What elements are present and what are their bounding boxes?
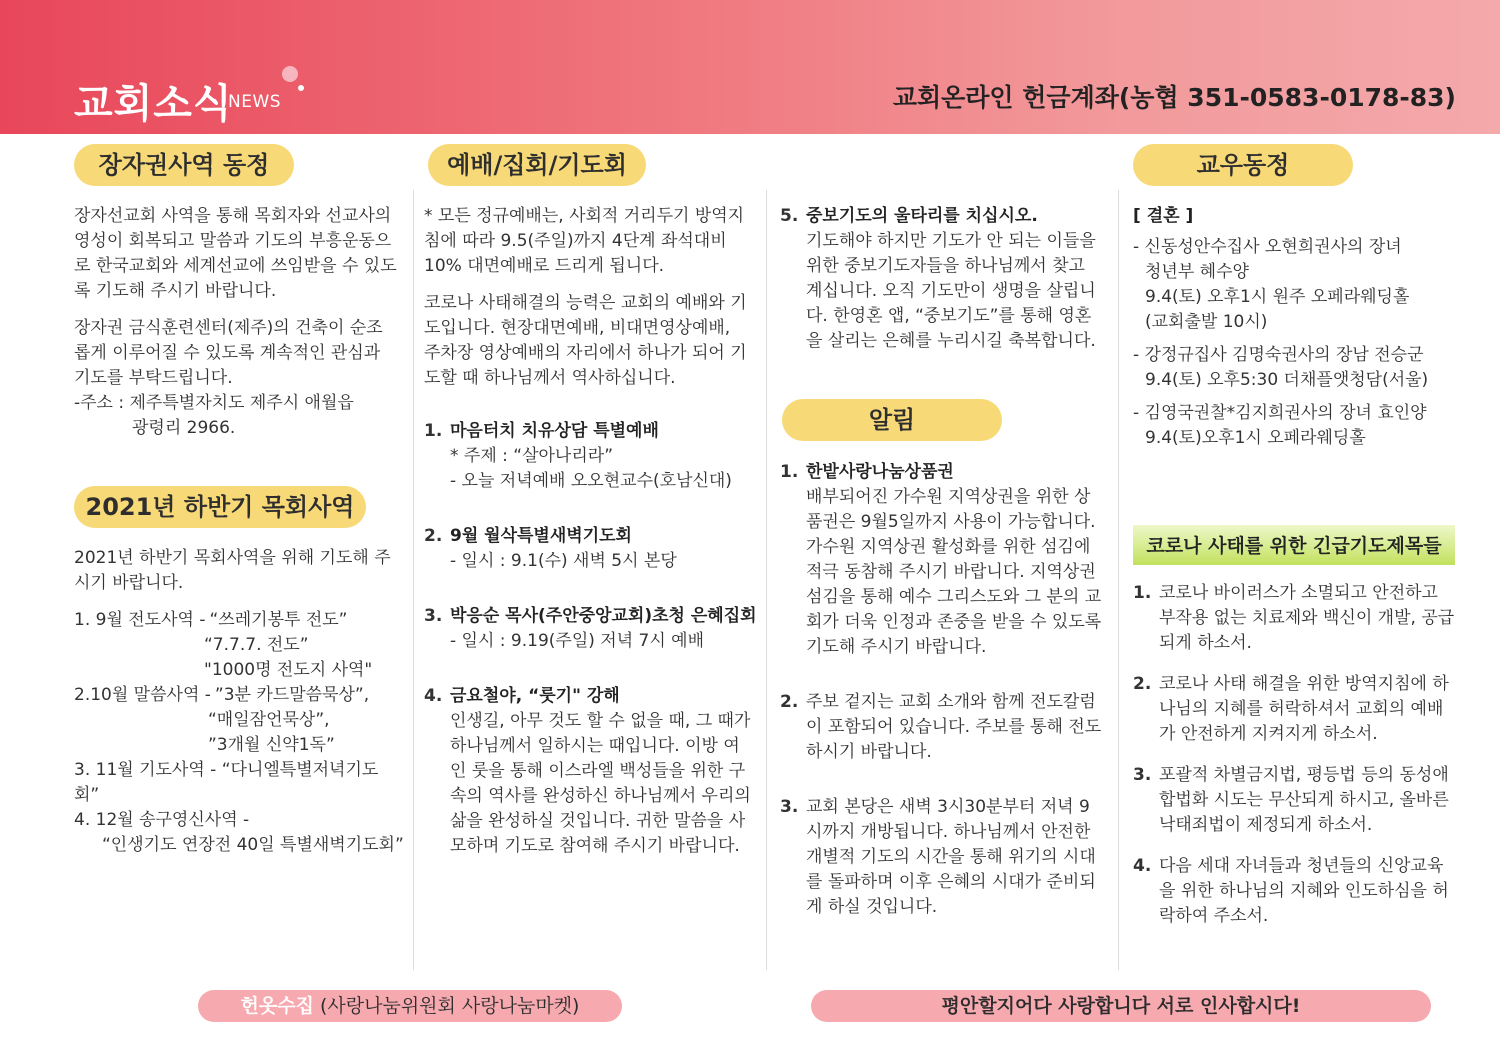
news-label: NEWS xyxy=(228,92,282,112)
item-detail: 기도해야 하지만 기도가 안 되는 이들을 위한 중보기도자들을 하나님께서 찾고 계십니다. 오직 기도만이 생명을 살립니다. 한영혼 앱, “중보기도”를 통해 영혼을 살리는 은혜를 누리시길 축복합니다. xyxy=(806,231,1096,351)
prayer-item xyxy=(1133,854,1458,929)
item-number: 1. xyxy=(424,421,443,441)
list-value: “쓰레기봉투 전도” xyxy=(209,610,348,630)
column-3 xyxy=(780,204,1106,354)
page-title: 교회소식 xyxy=(74,81,233,127)
prayer-text: 다음 세대 자녀들과 청년들의 신앙교육을 위한 하나님의 지혜와 인도하심을 허락하여 주소서. xyxy=(1159,856,1449,926)
item-number: 4. xyxy=(1133,856,1152,876)
column-divider xyxy=(766,190,767,970)
wedding-detail: 청년부 혜수양 xyxy=(1145,262,1249,282)
item-title: 9월 월삭특별새벽기도회 xyxy=(450,526,632,546)
item-number: 3. xyxy=(780,797,799,817)
item-title: 중보기도의 울타리를 치십시오. xyxy=(806,206,1038,226)
prayer-item xyxy=(1133,672,1458,747)
paragraph: * 모든 정규예배는, 사회적 거리두기 방역지침에 따라 9.5(주일)까지 4단계 좌석대비 10% 대면예배로 드리게 됩니다. xyxy=(424,206,745,276)
column-divider xyxy=(1118,190,1119,970)
address-line: 광령리 2966. xyxy=(132,418,236,438)
item-number: 3. xyxy=(424,606,443,626)
list-item xyxy=(780,690,1106,765)
wedding-detail: (교회출발 10시) xyxy=(1145,312,1268,332)
column-4-prayers xyxy=(1133,581,1458,929)
list-item xyxy=(780,795,1106,920)
item-number: 5. xyxy=(780,206,799,226)
list-value: “매일잠언묵상”, xyxy=(208,710,330,730)
column-1-lower xyxy=(74,546,404,858)
item-detail: - 일시 : 9.19(주일) 저녁 7시 예배 xyxy=(450,631,705,651)
list-label: 1. 9월 전도사역 - xyxy=(74,610,206,630)
clothes-collection-banner xyxy=(198,990,622,1022)
section-subheading: [ 결혼 ] xyxy=(1133,206,1194,226)
column-2 xyxy=(424,204,757,859)
list-value: ”3분 카드말씀묵상”, xyxy=(214,685,370,705)
item-number: 3. xyxy=(1133,765,1152,785)
list-label: 2.10월 말씀사역 - xyxy=(74,685,211,705)
item-number: 4. xyxy=(424,686,443,706)
item-title: 박응순 목사(주안중앙교회)초청 은혜집회 xyxy=(450,606,757,626)
item-detail: * 주제 : “살아나리라” xyxy=(450,446,614,466)
prayer-title-banner xyxy=(1133,525,1455,565)
column-1 xyxy=(74,204,399,441)
greeting-banner: 평안할지어다 사랑합니다 서로 인사합시다! xyxy=(811,990,1431,1022)
prayer-text: 포괄적 차별금지법, 평등법 등의 동성애 합법화 시도는 무산되게 하시고, 올바른 낙태죄법이 제정되게 하소서. xyxy=(1159,765,1449,835)
decorative-small-dot-icon xyxy=(298,85,304,91)
list-item xyxy=(780,460,1106,660)
heading-members-news: 교우동정 xyxy=(1133,144,1353,186)
list-item xyxy=(74,608,399,633)
decorative-dot-icon xyxy=(282,66,298,82)
item-detail: - 일시 : 9.1(수) 새벽 5시 본당 xyxy=(450,551,677,571)
list-value: "1000명 전도지 사역" xyxy=(204,660,373,680)
wedding-detail: 9.4(토) 오후1시 원주 오페라웨딩홀 xyxy=(1145,287,1410,307)
column-4 xyxy=(1133,204,1458,451)
item-detail: 주보 겉지는 교회 소개와 함께 전도칼럼이 포함되어 있습니다. 주보를 통해 전도하시기 바랍니다. xyxy=(806,692,1102,762)
heading-notices: 알림 xyxy=(782,399,1002,441)
paragraph: 장자권 금식훈련센터(제주)의 건축이 순조롭게 이루어질 수 있도록 계속적인 관심과 기도를 부탁드립니다. xyxy=(74,318,383,388)
item-number: 1. xyxy=(1133,583,1152,603)
item-detail: 교회 본당은 새벽 3시30분부터 저녁 9시까지 개방됩니다. 하나님께서 안전한 개별적 기도의 시간을 통해 위기의 시대를 돌파하며 이후 은혜의 시대가 준비되게 하실 것입니다. xyxy=(806,797,1096,917)
list-item xyxy=(74,683,399,708)
wedding-item: - 신동성안수집사 오현희권사의 장녀 xyxy=(1133,237,1402,257)
prayer-text: 코로나 바이러스가 소멸되고 안전하고 부작용 없는 치료제와 백신이 개발, 공급되게 하소서. xyxy=(1159,583,1455,653)
list-value: “7.7.7. 전도” xyxy=(204,635,309,655)
list-item xyxy=(424,524,752,574)
prayer-text: 코로나 사태 해결을 위한 방역지침에 하나님의 지혜를 허락하셔서 교회의 예배가 안전하게 지켜지게 하소서. xyxy=(1159,674,1449,744)
prayer-item xyxy=(1133,581,1458,656)
list-item: 3. 11월 기도사역 - “다니엘특별저녁기도회” xyxy=(74,760,379,805)
clothes-collection-detail: (사랑나눔위원회 사랑나눔마켓) xyxy=(320,995,580,1017)
list-item xyxy=(424,604,757,654)
list-item xyxy=(424,684,752,859)
address-line: -주소 : 제주특별자치도 제주시 애월읍 xyxy=(74,393,354,413)
item-detail: 배부되어진 가수원 지역상권을 위한 상품권은 9월5일까지 사용이 가능합니다. 가수원 지역상권 활성화를 위한 섬김에 적극 동참해 주시기 바랍니다. 지역상권 섬김을 통해 예수 그리스도와 그 분의 교회가 더욱 인정과 존중을 받을 수 있도록 기도해 주시기 바랍니다. xyxy=(806,487,1102,657)
wedding-detail: 9.4(토) 오후5:30 더채플앳청담(서울) xyxy=(1145,370,1429,390)
item-title: 한밭사랑나눔상품권 xyxy=(806,462,954,482)
list-item xyxy=(424,419,752,494)
wedding-detail: 9.4(토)오후1시 오페라웨딩홀 xyxy=(1145,428,1366,448)
wedding-item: - 김영국권찰*김지희권사의 장녀 효인양 xyxy=(1133,403,1427,423)
wedding-item: - 강정규집사 김명숙권사의 장남 전승군 xyxy=(1133,345,1424,365)
item-number: 2. xyxy=(780,692,799,712)
paragraph: 장자선교회 사역을 통해 목회자와 선교사의 영성이 회복되고 말씀과 기도의 부흥운동으로 한국교회와 세계선교에 쓰임받을 수 있도록 기도해 주시기 바랍니다. xyxy=(74,206,397,301)
paragraph: 코로나 사태해결의 능력은 교회의 예배와 기도입니다. 현장대면예배, 비대면영상예배, 주차장 영상예배의 자리에서 하나가 되어 기도할 때 하나님께서 역사하십니다. xyxy=(424,293,747,388)
column-3-notices xyxy=(780,460,1106,920)
item-title: 마음터치 치유상담 특별예배 xyxy=(450,421,659,441)
list-value: ”3개월 신약1독” xyxy=(208,735,335,755)
heading-ministry-2021: 2021년 하반기 목회사역 xyxy=(74,486,366,528)
heading-worship: 예배/집회/기도회 xyxy=(428,144,646,186)
item-detail: 인생길, 아무 것도 할 수 없을 때, 그 때가 하나님께서 일하시는 때입니다. 이방 여인 룻을 통해 이스라엘 백성들을 위한 구속의 역사를 완성하신 하나님께서 우리의 삶을 완성하실 것입니다. 귀한 말씀을 사모하며 기도로 참여해 주시기 바랍니다. xyxy=(450,711,751,856)
column-divider xyxy=(413,190,414,970)
item-title: 금요철야, “룻기" 강해 xyxy=(450,686,620,706)
item-number: 2. xyxy=(424,526,443,546)
item-detail: - 오늘 저녁예배 오오현교수(호남신대) xyxy=(450,471,732,491)
paragraph: 2021년 하반기 목회사역을 위해 기도해 주시기 바랍니다. xyxy=(74,548,391,593)
item-number: 1. xyxy=(780,462,799,482)
prayer-title: 코로나 사태를 위한 긴급기도제목들 xyxy=(1146,535,1442,557)
offering-account: 교회온라인 헌금계좌(농협 351-0583-0178-83) xyxy=(892,83,1456,112)
clothes-collection-label: 헌옷수집 xyxy=(240,995,314,1017)
heading-jangjakwon: 장자권사역 동정 xyxy=(74,144,294,186)
list-item xyxy=(780,204,1106,354)
header-banner xyxy=(0,0,1500,134)
prayer-item xyxy=(1133,763,1458,838)
list-item: 4. 12월 송구영신사역 - xyxy=(74,810,250,830)
list-value: “인생기도 연장전 40일 특별새벽기도회” xyxy=(102,835,404,855)
item-number: 2. xyxy=(1133,674,1152,694)
